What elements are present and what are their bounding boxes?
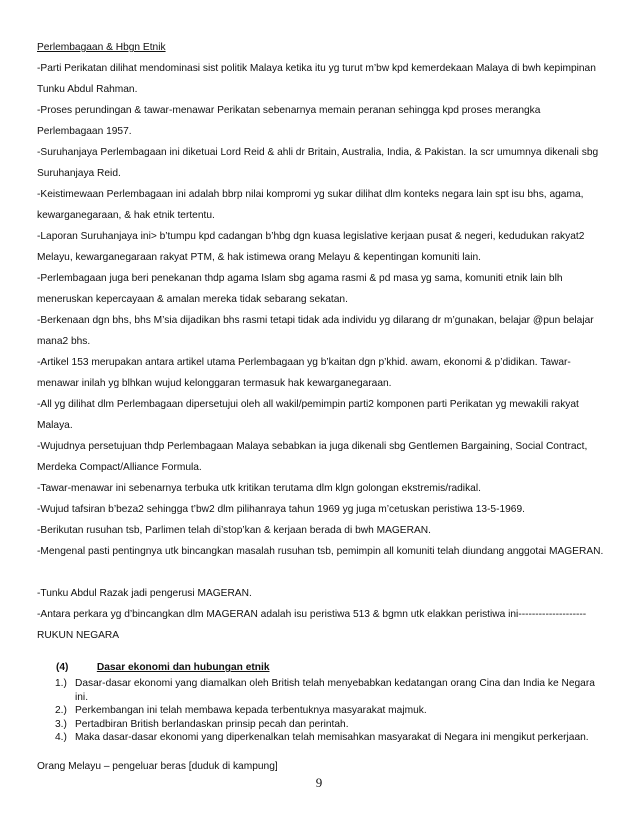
- paragraph-7: -Berkenaan dgn bhs, bhs M’sia dijadikan bhs rasmi tetapi tidak ada individu yg dilarang dr m’gunakan, belajar @pun belajar mana2 bhs.: [37, 315, 594, 347]
- list-marker: 1.): [55, 678, 67, 689]
- list-item: [55, 718, 595, 732]
- list-marker: 2.): [55, 705, 67, 716]
- paragraph-12: -Wujud tafsiran b’beza2 sehingga t’bw2 dlm pilihanraya tahun 1969 yg juga m’cetuskan peristiwa 13-5-1969.: [37, 504, 525, 515]
- paragraph-4: -Keistimewaan Perlembagaan ini adalah bbrp nilai kompromi yg sukar dilihat dlm konteks negara lain spt isu bhs, agama, kewarganegaraan, & hak etnik tertentu.: [37, 189, 584, 221]
- paragraph-16: -Antara perkara yg d’bincangkan dlm MAGERAN adalah isu peristiwa 513 & bgmn utk elakkan peristiwa ini-------------------- RUKUN NEGARA: [37, 609, 587, 641]
- paragraph-2: -Proses perundingan & tawar-menawar Perikatan sebenarnya memain peranan sehingga kpd proses merangka Perlembagaan 1957.: [37, 105, 541, 137]
- list-item: [55, 704, 595, 718]
- list-item-text: Maka dasar-dasar ekonomi yang diperkenalkan telah memisahkan masyarakat di Negara ini mengikut perkerjaan.: [75, 732, 589, 743]
- list-marker: 3.): [55, 718, 67, 730]
- list-item-text: Dasar-dasar ekonomi yang diamalkan oleh British telah menyebabkan kedatangan orang Cina dan India ke Negara ini.: [75, 678, 595, 703]
- economic-policy-list: [55, 677, 595, 745]
- section-heading: Perlembagaan & Hbgn Etnik: [37, 42, 166, 53]
- paragraph-14: -Mengenal pasti pentingnya utk bincangkan masalah rusuhan tsb, pemimpin all komuniti telah diundang anggotai MAGERAN.: [37, 546, 604, 557]
- paragraph-6: -Perlembagaan juga beri penekanan thdp agama Islam sbg agama rasmi & pd masa yg sama, komuniti etnik lain blh meneruskan kepercayaan & amalan mereka tidak sebarang sekatan.: [37, 273, 563, 305]
- section-4-heading: [56, 661, 270, 675]
- list-item-text: Pertadbiran British berlandaskan prinsip pecah dan perintah.: [75, 718, 349, 730]
- paragraph-1: -Parti Perikatan dilihat mendominasi sist politik Malaya ketika itu yg turut m’bw kpd kemerdekaan Malaya di bwh kepimpinan Tunku Abdul Rahman.: [37, 63, 596, 95]
- paragraph-5: -Laporan Suruhanjaya ini> b’tumpu kpd cadangan b’hbg dgn kuasa legislative kerjaan pusat & negeri, kedudukan rakyat2 Melayu, kewarganegaraan rakyat PTM, & hak istimewa orang Melayu & kepentingan komuniti lain.: [37, 231, 585, 263]
- page-number: 9: [315, 775, 323, 790]
- paragraph-11: -Tawar-menawar ini sebenarnya terbuka utk kritikan terutama dlm klgn golongan ekstremis/radikal.: [37, 483, 481, 494]
- list-marker: 4.): [55, 732, 67, 743]
- paragraph-13: -Berikutan rusuhan tsb, Parlimen telah di’stop’kan & kerjaan berada di bwh MAGERAN.: [37, 525, 431, 536]
- paragraph-3: -Suruhanjaya Perlembagaan ini diketuai Lord Reid & ahli dr Britain, Australia, India, & Pakistan. Ia scr umumnya dikenali sbg Suruhanjaya Reid.: [37, 147, 599, 179]
- list-item: [55, 731, 595, 745]
- section-number: (4): [56, 662, 69, 673]
- paragraph-10: -Wujudnya persetujuan thdp Perlembagaan Malaya sebabkan ia juga dikenali sbg Gentlemen Bargaining, Social Contract, Merdeka Compact/Alliance Formula.: [37, 441, 588, 473]
- list-item: [55, 677, 595, 704]
- paragraph-15: -Tunku Abdul Razak jadi pengerusi MAGERAN.: [37, 588, 252, 599]
- closing-line: Orang Melayu – pengeluar beras [duduk di kampung]: [37, 761, 278, 772]
- paragraph-9: -All yg dilihat dlm Perlembagaan dipersetujui oleh all wakil/pemimpin parti2 komponen parti Perikatan yg mewakili rakyat Malaya.: [37, 399, 579, 431]
- section-title: Dasar ekonomi dan hubungan etnik: [96, 662, 270, 673]
- paragraph-8: -Artikel 153 merupakan antara artikel utama Perlembagaan yg b’kaitan dgn p’khid. awam, ekonomi & p’didikan. Tawar-menawar inilah yg blhkan wujud kelonggaran termasuk hak kewarganegaraan.: [37, 357, 571, 389]
- list-item-text: Perkembangan ini telah membawa kepada terbentuknya masyarakat majmuk.: [75, 705, 427, 716]
